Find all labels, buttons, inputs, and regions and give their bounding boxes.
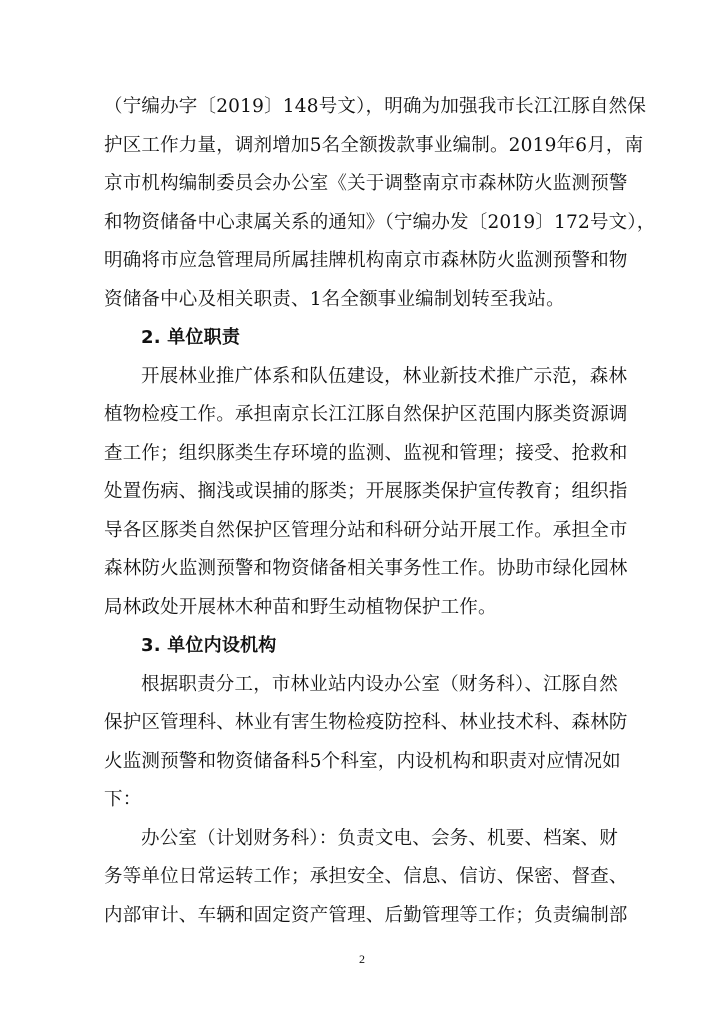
paragraph-establishment xyxy=(104,88,656,319)
paragraph-duties xyxy=(104,358,636,628)
text-line: 保护区管理科、林业有害生物检疫防控科、林业技术科、森林防 xyxy=(104,712,628,733)
paragraph-departments xyxy=(104,666,636,820)
section-heading-duties: 2. 单位职责 xyxy=(141,327,241,348)
document-body xyxy=(104,88,656,935)
text-line: 查工作；组织豚类生存环境的监测、监视和管理；接受、抢救和 xyxy=(104,442,628,464)
text-line: 内部审计、车辆和固定资产管理、后勤管理等工作；负责编制部 xyxy=(104,904,628,926)
text-line: 下： xyxy=(104,789,142,810)
text-line: 处置伤病、搁浅或误捕的豚类；开展豚类保护宣传教育；组织指 xyxy=(104,481,628,502)
text-line: 资储备中心及相关职责、1名全额事业编制划转至我站。 xyxy=(104,288,565,310)
text-line: 森林防火监测预警和物资储备相关事务性工作。协助市绿化园林 xyxy=(104,558,628,579)
text-line: 务等单位日常运转工作；承担安全、信息、信访、保密、督查、 xyxy=(104,866,628,887)
text-line: 导各区豚类自然保护区管理分站和科研分站开展工作。承担全市 xyxy=(104,519,628,541)
text-line: 根据职责分工，市林业站内设办公室（财务科）、江豚自然 xyxy=(141,673,618,695)
page-number: 2 xyxy=(359,952,365,966)
text-line: 局林政处开展林木种苗和野生动植物保护工作。 xyxy=(104,596,497,618)
section-heading-departments: 3. 单位内设机构 xyxy=(141,635,277,656)
text-line: 和物资储备中心隶属关系的通知》（宁编办发〔2019〕172号文）， xyxy=(104,211,656,233)
text-line: 办公室（计划财务科）：负责文电、会务、机要、档案、财 xyxy=(141,827,618,849)
text-line: 明确将市应急管理局所属挂牌机构南京市森林防火监测预警和物 xyxy=(104,250,628,271)
text-line: 植物检疫工作。承担南京长江江豚自然保护区范围内豚类资源调 xyxy=(104,404,628,425)
text-line: 火监测预警和物资储备科5个科室，内设机构和职责对应情况如 xyxy=(104,750,621,772)
text-line: 京市机构编制委员会办公室《关于调整南京市森林防火监测预警 xyxy=(104,173,628,194)
text-line: 开展林业推广体系和队伍建设，林业新技术推广示范，森林 xyxy=(141,365,628,387)
text-line: （宁编办字〔2019〕148号文），明确为加强我市长江江豚自然保 xyxy=(104,96,647,117)
text-line: 护区工作力量，调剂增加5名全额拨款事业编制。2019年6月，南 xyxy=(104,134,644,156)
paragraph-office-duties xyxy=(104,820,636,936)
